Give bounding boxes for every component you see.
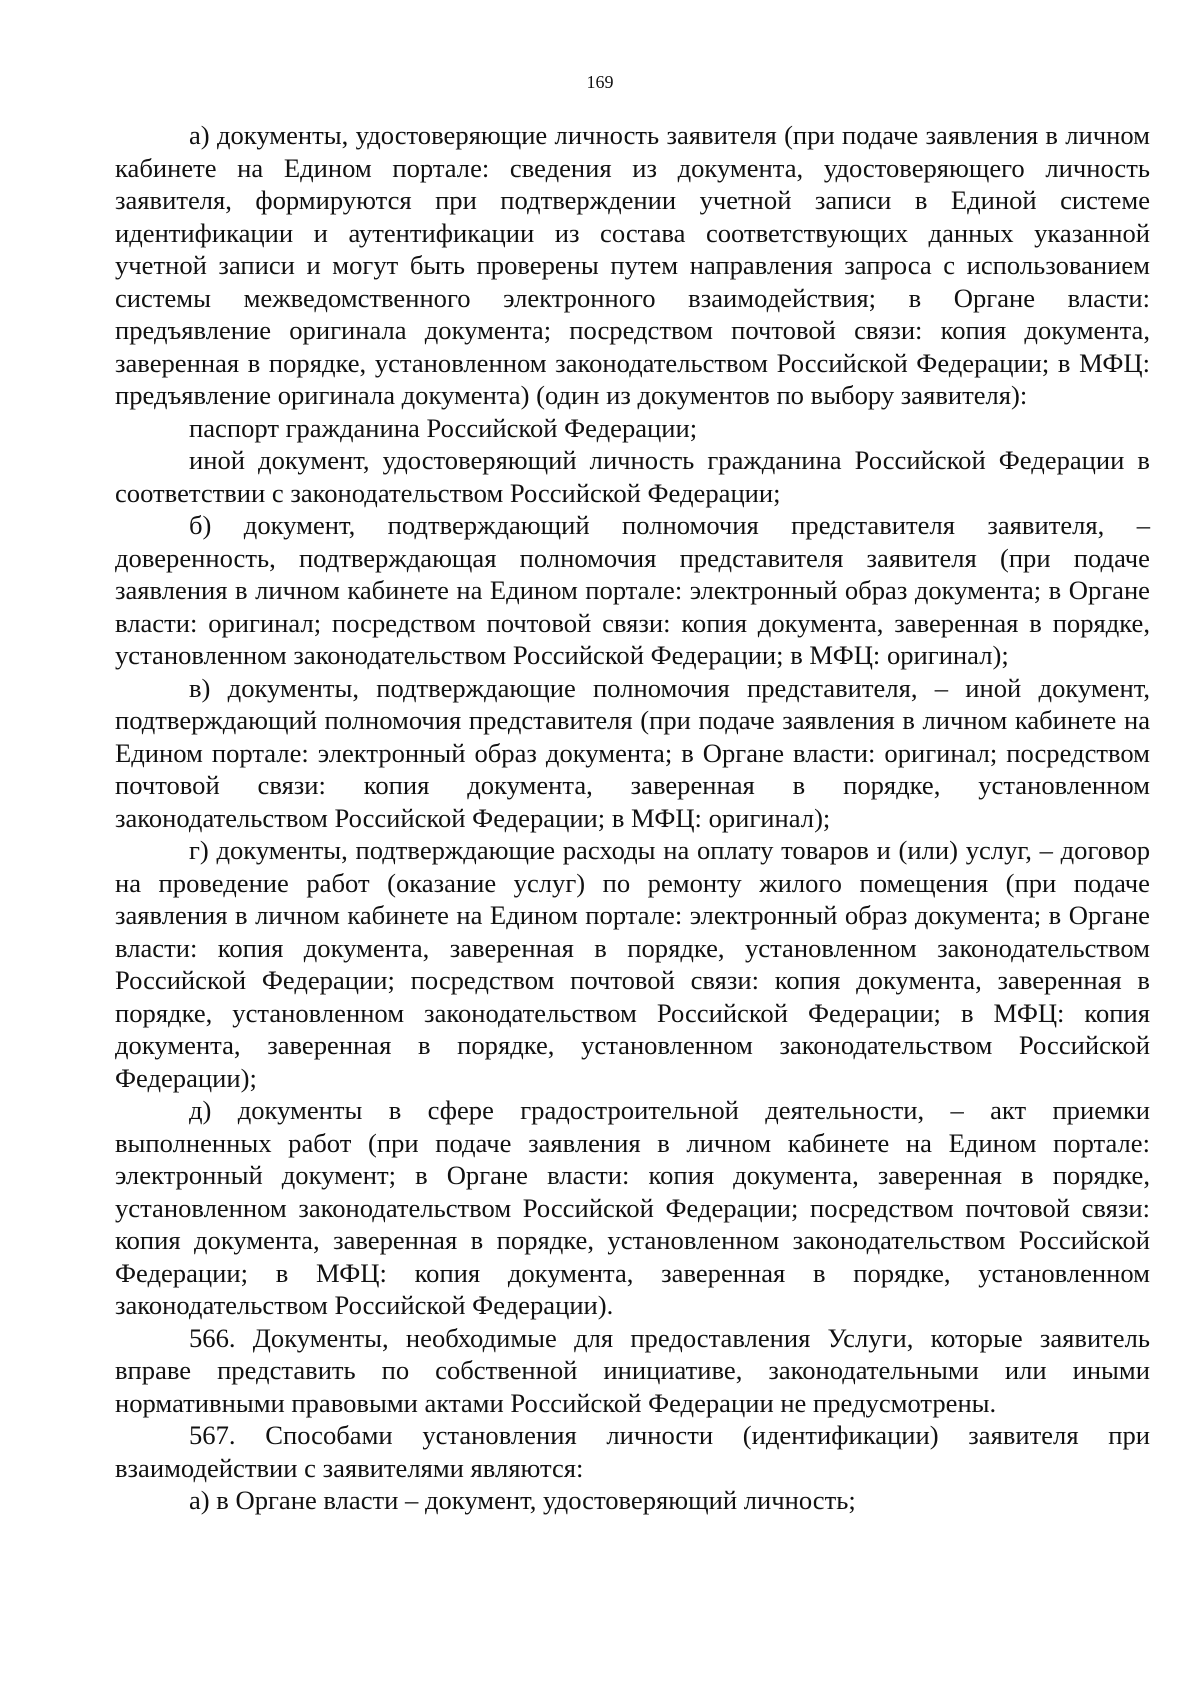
page-number: 169 xyxy=(586,72,614,92)
paragraph-other-identity-document: иной документ, удостоверяющий личность гражданина Российской Федерации в соответствии с законодательством Российской Федерации; xyxy=(115,445,1150,508)
document-body xyxy=(115,119,1150,1517)
paragraph-567: 567. Способами установления личности (идентификации) заявителя при взаимодействии с заявителями являются: xyxy=(115,1420,1150,1483)
paragraph-a-identity-documents: а) документы, удостоверяющие личность заявителя (при подаче заявления в личном кабинете на Едином портале: сведения из документа, удостоверяющего личность заявителя, формируются при подтверждении учетной записи в Единой системе идентификации и аутентификации из состава соответствующих данных указанной учетной записи и могут быть проверены путем направления запроса с использованием системы межведомственного электронного взаимодействия; в Органе власти: предъявление оригинала документа; посредством почтовой связи: копия документа, заверенная в порядке, установленном законодательством Российской Федерации; в МФЦ: предъявление оригинала документа) (один из документов по выбору заявителя): xyxy=(115,120,1150,410)
paragraph-v-representative-authority: в) документы, подтверждающие полномочия представителя, – иной документ, подтверждающий полномочия представителя (при подаче заявления в личном кабинете на Едином портале: электронный образ документа; в Органе власти: оригинал; посредством почтовой связи: копия документа, заверенная в порядке, установленном законодательством Российской Федерации; в МФЦ: оригинал); xyxy=(115,672,1150,833)
paragraph-d-urban-planning-documents: д) документы в сфере градостроительной деятельности, – акт приемки выполненных работ (при подаче заявления в личном кабинете на Едином портале: электронный документ; в Органе власти: копия документа, заверенная в порядке, установленном законодательством Российской Федерации; посредством почтовой связи: копия документа, заверенная в порядке, установленном законодательством Российской Федерации; в МФЦ: копия документа, заверенная в порядке, установленном законодательством Российской Федерации). xyxy=(115,1095,1150,1320)
paragraph-g-expense-documents: г) документы, подтверждающие расходы на оплату товаров и (или) услуг, – договор на проведение работ (оказание услуг) по ремонту жилого помещения (при подаче заявления в личном кабинете на Едином портале: электронный образ документа; в Органе власти: копия документа, заверенная в порядке, установленном законодательством Российской Федерации; посредством почтовой связи: копия документа, заверенная в порядке, установленном законодательством Российской Федерации; в МФЦ: копия документа, заверенная в порядке, установленном законодательством Российской Федерации); xyxy=(115,835,1150,1093)
paragraph-566: 566. Документы, необходимые для предоставления Услуги, которые заявитель вправе представить по собственной инициативе, законодательными или иными нормативными правовыми актами Российской Федерации не предусмотрены. xyxy=(115,1322,1150,1418)
paragraph-567-a: а) в Органе власти – документ, удостоверяющий личность; xyxy=(189,1485,856,1515)
paragraph-passport: паспорт гражданина Российской Федерации; xyxy=(189,412,698,443)
paragraph-b-power-of-attorney: б) документ, подтверждающий полномочия представителя заявителя, – доверенность, подтверждающая полномочия представителя заявителя (при подаче заявления в личном кабинете на Едином портале: электронный образ документа; в Органе власти: оригинал; посредством почтовой связи: копия документа, заверенная в порядке, установленном законодательством Российской Федерации; в МФЦ: оригинал); xyxy=(115,510,1150,670)
